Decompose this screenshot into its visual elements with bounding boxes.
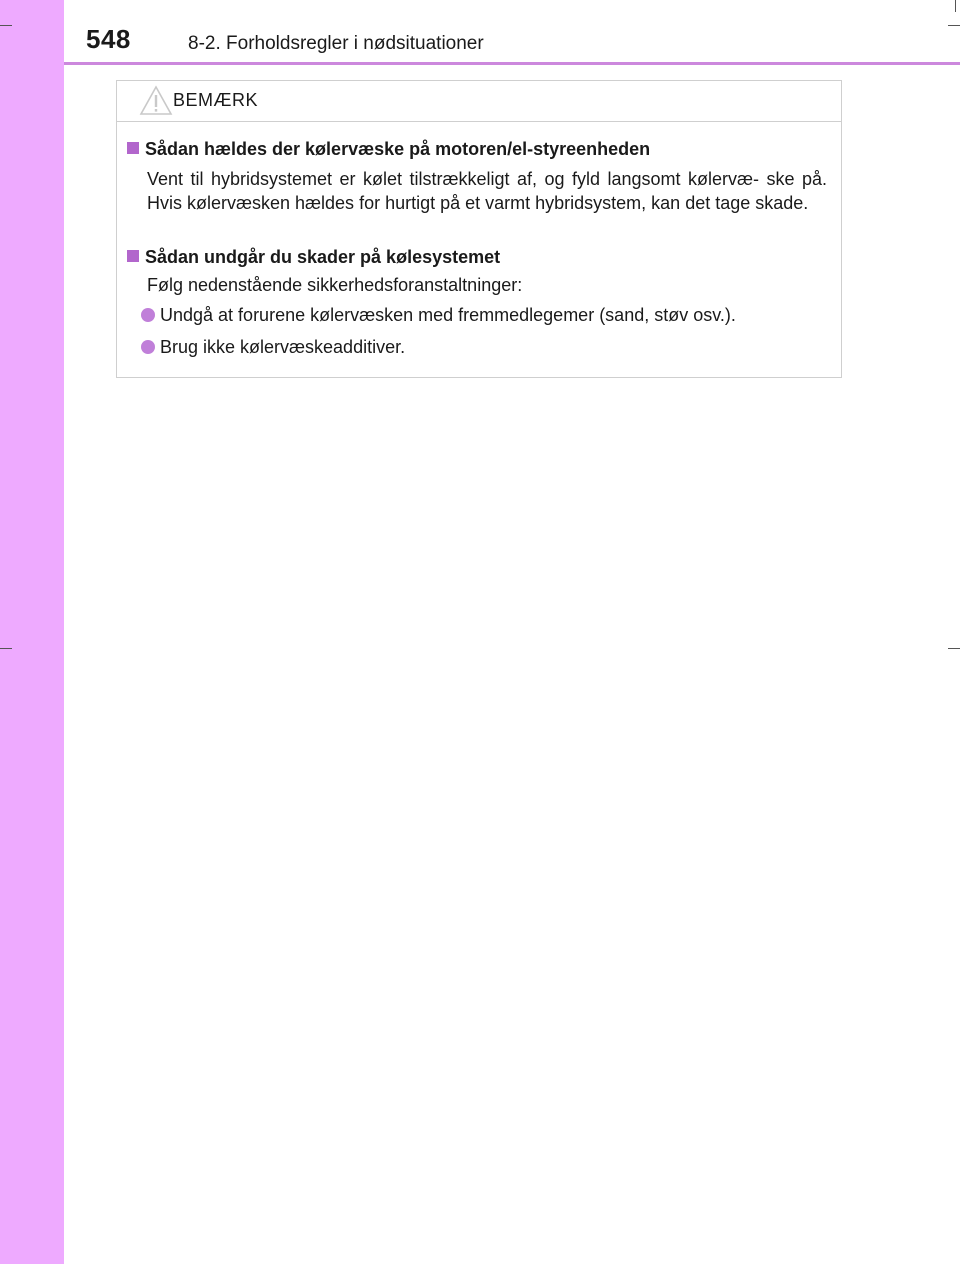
notice-box <box>116 80 842 378</box>
crop-mark-top-right <box>948 25 960 26</box>
paragraph-pour-coolant: Vent til hybridsystemet er kølet tilstrækkeligt af, og fyld langsomt kølervæ- ske på. Hvis kølervæsken hældes for hurtigt på et varmt hybridsystem, kan det tage skade. <box>147 169 827 213</box>
header-divider <box>64 62 960 65</box>
crop-mark-top-left <box>0 25 12 26</box>
notice-header <box>117 81 841 122</box>
section-heading-pour-coolant: Sådan hældes der kølervæske på motoren/el-styreenheden <box>127 139 650 160</box>
page-number: 548 <box>86 24 131 54</box>
warning-triangle-icon <box>139 85 173 116</box>
page-section-title: 8-2. Forholdsregler i nødsituationer <box>188 33 484 54</box>
square-bullet-icon <box>127 142 139 154</box>
notice-label: BEMÆRK <box>173 90 259 110</box>
paragraph-precautions: Følg nedenstående sikkerhedsforanstaltninger: <box>147 275 523 295</box>
list-item: Brug ikke kølervæskeadditiver. <box>141 337 405 358</box>
square-bullet-icon <box>127 250 139 262</box>
circle-bullet-icon <box>141 308 155 322</box>
crop-mark-mid-left <box>0 648 12 649</box>
list-item: Undgå at forurene kølervæsken med fremmedlegemer (sand, støv osv.). <box>141 305 736 326</box>
circle-bullet-icon <box>141 340 155 354</box>
side-color-band <box>0 0 64 1264</box>
crop-mark-top-right-v <box>955 0 956 12</box>
section-heading-avoid-damage: Sådan undgår du skader på kølesystemet <box>127 247 500 268</box>
crop-mark-mid-right <box>948 648 960 649</box>
